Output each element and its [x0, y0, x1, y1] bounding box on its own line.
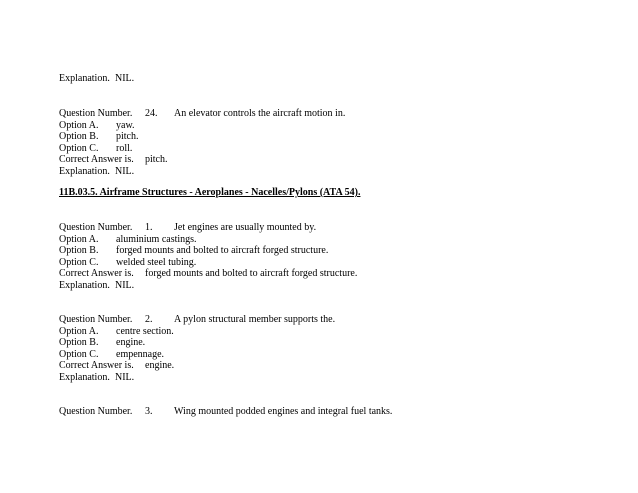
option-label: Option B.	[59, 337, 99, 348]
option-text: aluminium castings.	[116, 233, 197, 245]
correct-answer-value: pitch.	[145, 154, 168, 165]
option-label: Option A.	[59, 325, 99, 337]
correct-answer-value: engine.	[145, 360, 175, 371]
explanation-value: NIL.	[115, 73, 135, 84]
question-number: 1.	[145, 222, 153, 233]
question-number: 24.	[145, 108, 158, 119]
option-text: pitch.	[116, 131, 139, 142]
option-text: engine.	[116, 337, 146, 348]
option-text: centre section.	[116, 325, 174, 337]
explanation-label: Explanation.	[59, 371, 110, 383]
correct-answer-label: Correct Answer is.	[59, 154, 134, 165]
option-label: Option A.	[59, 233, 99, 245]
question-text: Jet engines are usually mounted by.	[174, 222, 317, 233]
explanation-value: NIL.	[115, 371, 135, 383]
option-label: Option C.	[59, 348, 99, 360]
correct-answer-label: Correct Answer is.	[59, 360, 134, 371]
option-text: welded steel tubing.	[116, 256, 197, 268]
option-label: Option B.	[59, 245, 99, 256]
option-label: Option C.	[59, 256, 99, 268]
section-heading: 11B.03.5. Airframe Structures - Aeroplanes - Nacelles/Pylons (ATA 54).	[59, 187, 361, 198]
question-number: 3.	[145, 406, 153, 417]
option-text: yaw.	[116, 119, 135, 131]
explanation-label: Explanation.	[59, 279, 110, 291]
option-label: Option A.	[59, 119, 99, 131]
correct-answer-value: forged mounts and bolted to aircraft forged structure.	[145, 268, 358, 279]
question-text: An elevator controls the aircraft motion in.	[174, 108, 346, 119]
option-text: forged mounts and bolted to aircraft forged structure.	[116, 245, 329, 256]
explanation-value: NIL.	[115, 165, 135, 177]
question-label: Question Number.	[59, 314, 133, 325]
option-label: Option B.	[59, 131, 99, 142]
correct-answer-label: Correct Answer is.	[59, 268, 134, 279]
explanation-label: Explanation.	[59, 165, 110, 177]
explanation-value: NIL.	[115, 279, 135, 291]
option-label: Option C.	[59, 142, 99, 154]
question-label: Question Number.	[59, 406, 133, 417]
question-text: Wing mounted podded engines and integral fuel tanks.	[174, 406, 393, 417]
explanation-label: Explanation.	[59, 73, 110, 84]
option-text: empennage.	[116, 348, 165, 360]
question-text: A pylon structural member supports the.	[174, 314, 336, 325]
question-label: Question Number.	[59, 222, 133, 233]
question-number: 2.	[145, 314, 153, 325]
question-label: Question Number.	[59, 108, 133, 119]
option-text: roll.	[116, 142, 133, 154]
